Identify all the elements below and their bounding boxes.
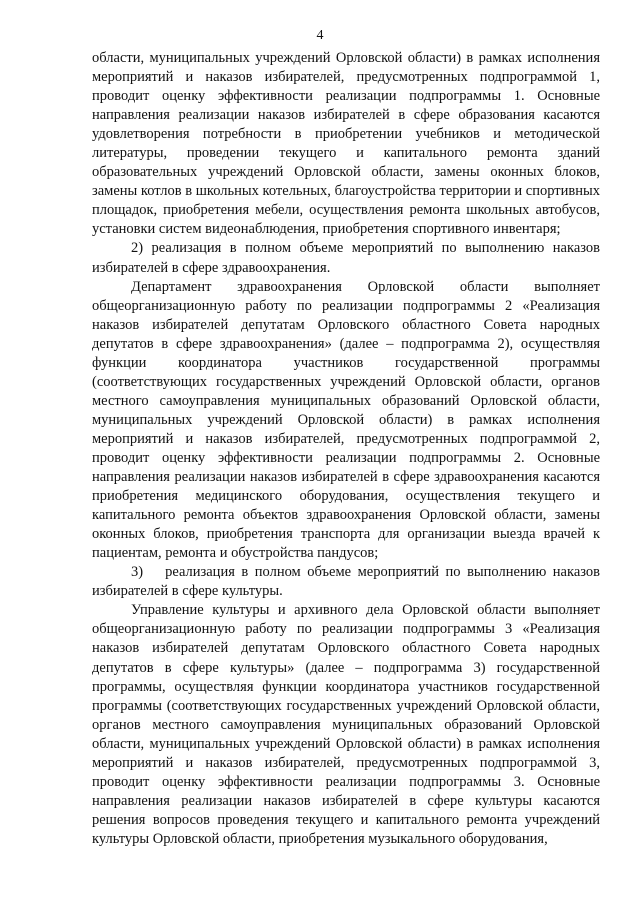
paragraph-continuation-education: области, муниципальных учреждений Орловской области) в рамках исполнения мероприятий и наказов избирателей, предусмотренных подпрограммой 1, проводит оценку эффективности реализации подпрограммы 1. Основные направления реализации наказов избирателей в сфере образования касаются удовлетворения потребности в приобретении учебников и методической литературы, проведении текущего и капитального ремонта зданий образовательных учреждений Орловской области, замены оконных блоков, замены котлов в школьных котельных, благоустройства территории и спортивных площадок, приобретения мебели, осуществления ремонта школьных автобусов, установки систем видеонаблюдения, приобретения спортивного инвентаря; [92,50,600,238]
list-item-text: реализация в полном объеме мероприятий по выполнению наказов избирателей в сфере культуры. [92,564,600,600]
paragraph-healthcare-department: Департамент здравоохранения Орловской области выполняет общеорганизационную работу по реализации подпрограммы 2 «Реализация наказов избирателей депутатам Орловского областного Совета народных депутатов в сфере здравоохранения» (далее – подпрограмма 2), осуществляя функции координатора участников государственной программы (соответствующих государственных учреждений Орловской области, органов местного самоуправления муниципальных образований Орловской области, муниципальных учреждений Орловской области) в рамках исполнения мероприятий и наказов избирателей, предусмотренных подпрограммой 2, проводит оценку эффективности реализации подпрограммы 2. Основные направления реализации наказов избирателей в сфере здравоохранения касаются приобретения медицинского оборудования, осуществления текущего и капитального ремонта объектов здравоохранения Орловской области, замены оконных блоков, приобретения транспорта для организации выезда врачей к пациентам, ремонта и обустройства пандусов; [92,278,600,562]
paragraph-culture-department: Управление культуры и архивного дела Орловской области выполняет общеорганизационную работу по реализации подпрограммы 3 «Реализация наказов избирателей депутатам Орловского областного Совета народных депутатов в сфере культуры» (далее – подпрограмма 3) государственной программы, осуществляя функции координатора участников государственной программы (соответствующих государственных учреждений Орловской области, органов местного самоуправления муниципальных образований Орловской области, муниципальных учреждений Орловской области) в рамках исполнения мероприятий и наказов избирателей, предусмотренных подпрограммой 3, проводит оценку эффективности реализации подпрограммы 3. Основные направления реализации наказов избирателей в сфере культуры касаются решения вопросов проведения текущего и капитального ремонта учреждений культуры Орловской области, приобретения музыкального оборудования, [92,602,600,847]
list-item-2-healthcare: 2) реализация в полном объеме мероприятий по выполнению наказов избирателей в сфере здравоохранения. [92,240,600,276]
document-body [92,49,600,849]
page-number: 4 [316,28,324,43]
list-item-3-culture [92,563,600,601]
list-marker: 3) [131,564,144,581]
